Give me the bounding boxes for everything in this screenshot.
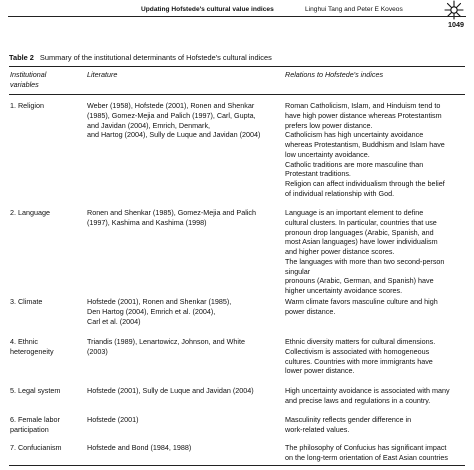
table-caption-label: Table 2 — [9, 53, 34, 62]
row-variable: 5. Legal system — [10, 386, 61, 395]
row-variable: 7. Confucianism — [10, 443, 62, 452]
running-header — [8, 0, 466, 30]
row-literature: Triandis (1989), Lenartowicz, Johnson, and White (2003) — [87, 337, 245, 356]
authors: Linghui Tang and Peter E Koveos — [305, 6, 403, 13]
row-relations: Warm climate favors masculine culture and high power distance. — [285, 297, 438, 316]
row-relations: The philosophy of Confucius has significant impact on the long-term orientation of East Asian countries — [285, 443, 449, 462]
table-header-rule — [9, 94, 465, 95]
page-number: 1049 — [448, 20, 464, 29]
row-variable: 4. Ethnic heterogeneity — [10, 337, 54, 356]
row-variable: 1. Religion — [10, 101, 44, 110]
header-literature: Literature — [87, 70, 118, 79]
table-top-rule — [9, 66, 465, 67]
row-literature: Hofstede and Bond (1984, 1988) — [87, 443, 192, 452]
row-literature: Hofstede (2001), Sully de Luque and Javidan (2004) — [87, 386, 254, 395]
row-relations: High uncertainty avoidance is associated with many and precise laws and regulations in a country. — [285, 386, 450, 405]
row-relations: Roman Catholicism, Islam, and Hinduism tend to have high power distance whereas Protestantism prefers low power distance. Catholicism has high uncertainty avoidance whereas Protestantism, Buddhism and Islam have low uncertainty avoidance. Catholic traditions are more masculine than Protestant traditions. Religion can affect individualism through the belief of individual relationship with God. — [285, 101, 445, 198]
row-literature: Hofstede (2001) — [87, 415, 139, 424]
row-literature: Weber (1958), Hofstede (2001), Ronen and Shenkar (1985), Gomez-Mejia and Palich (1997), Carl, Gupta, and Javidan (2004), Emrich, Denmark, and Hartog (2004), Sully de Luque and Javidan (2004) — [87, 101, 261, 140]
journal-logo-icon — [443, 0, 465, 21]
row-relations: Language is an important element to define cultural clusters. In particular, countries that use pronoun drop languages (Arabic, Spanish, and most Asian languages) have lower individualism and higher power distance scores. The languages with more than two second-person singular pronouns (Arabic, German, and Spanish) have higher uncertainty avoidance scores. — [285, 208, 445, 295]
row-variable: 2. Language — [10, 208, 50, 217]
table-caption-text: Summary of the institutional determinants of Hofstede's cultural indices — [39, 53, 272, 62]
journal-title: Updating Hofstede's cultural value indices — [141, 6, 274, 13]
header-relations: Relations to Hofstede's indices — [285, 70, 384, 79]
header-rule — [8, 16, 466, 17]
row-literature: Ronen and Shenkar (1985), Gomez-Mejia and Palich (1997), Kashima and Kashima (1998) — [87, 208, 257, 227]
row-relations: Ethnic diversity matters for cultural dimensions. Collectivism is associated with homogeneous cultures. Countries with more immigrants have lower power distance. — [285, 337, 436, 376]
row-variable: 3. Climate — [10, 297, 43, 306]
table-caption — [9, 53, 272, 63]
row-variable: 6. Female labor participation — [10, 415, 60, 434]
table-bottom-rule — [9, 465, 465, 466]
row-relations: Masculinity reflects gender difference in work-related values. — [285, 415, 412, 434]
row-literature: Hofstede (2001), Ronen and Shenkar (1985), Den Hartog (2004), Emrich et al. (2004), Carl et al. (2004) — [87, 297, 232, 326]
header-institutional-variables: Institutional variables — [10, 70, 47, 89]
